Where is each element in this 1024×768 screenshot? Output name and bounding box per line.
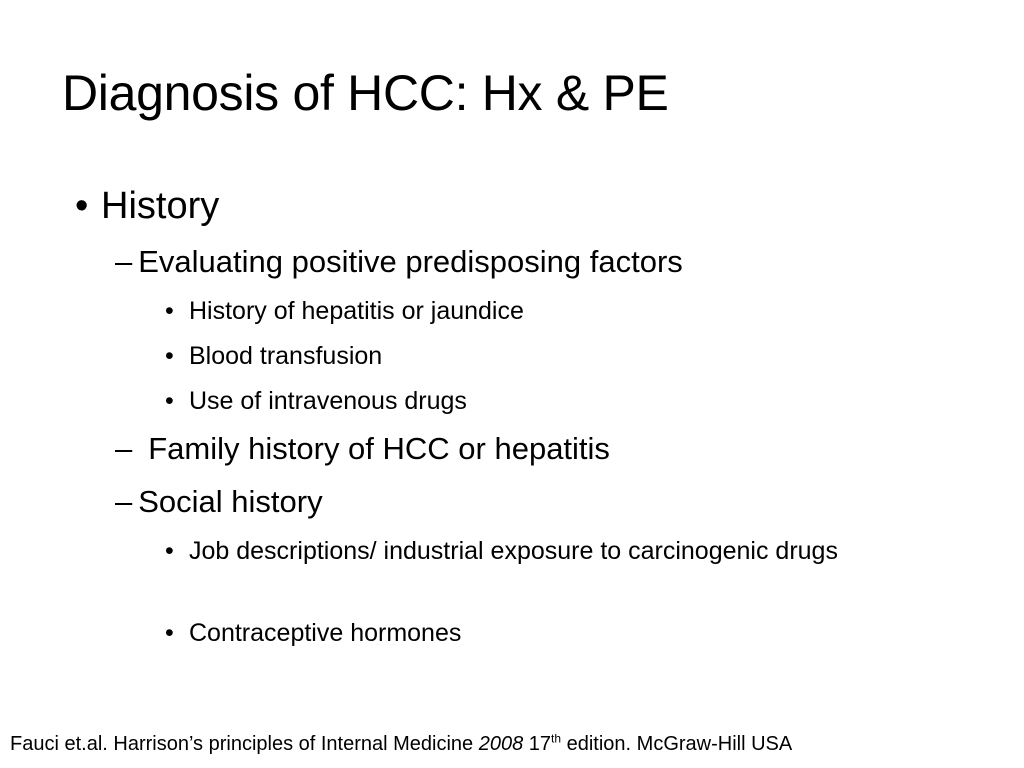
subbullet-predisposing: [115, 245, 683, 279]
subbullet-family: [115, 432, 610, 466]
bullet-icon: •: [165, 619, 174, 647]
citation-edition-suffix: th: [551, 731, 562, 746]
list-item-text: Job descriptions/ industrial exposure to carcinogenic drugs: [189, 537, 838, 565]
bullet-icon: •: [165, 297, 174, 325]
list-item: [165, 386, 467, 416]
list-item: [165, 296, 524, 326]
dash-icon: –: [115, 431, 133, 466]
list-item-text: Blood transfusion: [189, 342, 383, 370]
citation-rest: edition. McGraw-Hill USA: [561, 733, 793, 755]
subbullet-social: [115, 485, 323, 519]
bullet-history: [75, 186, 219, 228]
list-item-text: Use of intravenous drugs: [189, 387, 467, 415]
list-item: [165, 341, 382, 371]
social-label: Social history: [138, 484, 323, 519]
bullet-icon: •: [165, 342, 174, 370]
slide-title: Diagnosis of HCC: Hx & PE: [62, 65, 669, 121]
citation-year: 2008: [478, 733, 524, 755]
citation-prefix: Fauci et.al. Harrison’s principles of Internal Medicine: [10, 733, 479, 755]
citation: [10, 732, 792, 756]
list-item-text: History of hepatitis or jaundice: [189, 297, 524, 325]
dash-icon: –: [115, 484, 133, 519]
bullet-icon: •: [165, 537, 174, 565]
bullet-icon: •: [165, 387, 174, 415]
list-item-text: Contraceptive hormones: [189, 619, 462, 647]
bullet-icon: •: [75, 185, 89, 227]
list-item: [165, 536, 929, 566]
family-label: Family history of HCC or hepatitis: [148, 431, 610, 466]
predisposing-label: Evaluating positive predisposing factors: [138, 244, 683, 279]
list-item: [165, 618, 461, 648]
citation-edition-number: 17: [523, 733, 552, 755]
dash-icon: –: [115, 244, 133, 279]
history-label: History: [101, 185, 220, 227]
